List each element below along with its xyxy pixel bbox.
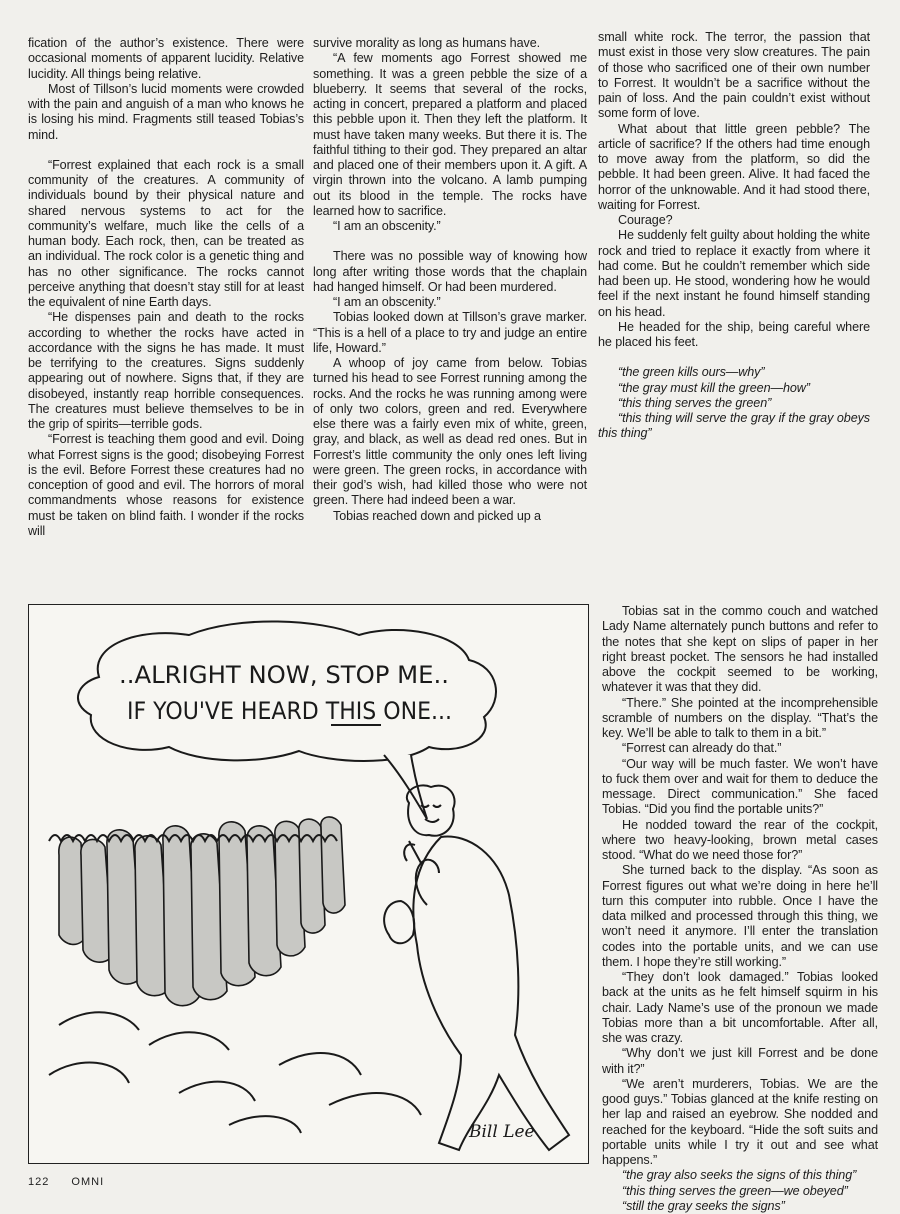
paragraph: “We aren’t murderers, Tobias. We are the good guys.” Tobias glanced at the knife resting on her lap and raised an eyebrow. She nodded and reached for the keyboard. “Hide the soft suits and portable units while I try it out and see what happens.” bbox=[602, 1076, 878, 1167]
page-footer bbox=[28, 1176, 122, 1188]
paragraph: “They don’t look damaged.” Tobias looked back at the units as he felt himself squirm in his chair. Lady Name’s use of the pronoun we made Tobias more than a bit uncomfortable. After all, she was crazy. bbox=[602, 970, 878, 1045]
speech-line-1: ..ALRIGHT NOW, STOP ME.. bbox=[119, 661, 449, 689]
column-1 bbox=[28, 36, 304, 539]
paragraph: “I am an obscenity.” bbox=[333, 219, 441, 233]
verse-line: “the green kills ours—why” bbox=[618, 365, 765, 380]
verse-line: “this thing will serve the gray if the gray obeys this thing” bbox=[598, 411, 870, 441]
paragraph: Tobias looked down at Tillson’s grave marker. “This is a hell of a place to try and judge an entire life, Howard.” bbox=[313, 310, 587, 355]
speech-bubble bbox=[78, 621, 496, 761]
cartoon-drawing bbox=[29, 605, 587, 1162]
verse-line: “this thing serves the green” bbox=[618, 395, 772, 410]
paragraph: Tobias sat in the commo couch and watched Lady Name alternately punch buttons and refer to the notes that she kept on slips of paper in her right breast pocket. The sensors he had installed above the cockpit seemed to be working, whatever it was that they did. bbox=[602, 604, 878, 695]
verse-line: “the gray must kill the green—how” bbox=[618, 380, 810, 395]
paragraph: He nodded toward the rear of the cockpit, where two heavy-looking, brown metal cases stood. “What do we need those for?” bbox=[602, 817, 878, 862]
paragraph: Most of Tillson’s lucid moments were crowded with the pain and anguish of a man who knows he is losing his mind. Fragments still teased Tobias’s mind. bbox=[28, 81, 304, 142]
paragraph: Tobias reached down and picked up a bbox=[333, 508, 541, 523]
paragraph: “Forrest can already do that.” bbox=[622, 741, 782, 756]
paragraph: small white rock. The terror, the passion that must exist in those very slow creatures. The pain of those who sacrificed one of their own number to Forrest. It wouldn’t be a sacrifice without the pain of loss. And the pain couldn’t exist without some form of love. bbox=[598, 30, 870, 121]
paragraph: “Why don’t we just kill Forrest and be done with it?” bbox=[602, 1046, 878, 1076]
paragraph: “Our way will be much faster. We won’t have to fuck them over and wait for them to deduce the message. Direct communication.” She faced Tobias. “Did you find the portable units?” bbox=[602, 756, 878, 817]
paragraph: “I am an obscenity.” bbox=[333, 295, 441, 309]
ground-rocks bbox=[49, 1012, 421, 1133]
paragraph: He suddenly felt guilty about holding the white rock and tried to replace it exactly from where it had come. But he couldn’t remember which side had been up. He stood, wondering how he would feel if the next instant he found himself standing on his head. bbox=[598, 228, 870, 319]
paragraph: A whoop of joy came from below. Tobias turned his head to see Forrest running among the rocks. And the rocks he was running among were of only two colors, green and red. Everywhere else there was a fairly even mix of white, green, gray, and black, as well as dead red ones. But in Forrest’s little community the only ones left living were green. The green rocks, in accordance with their god’s wish, had killed those who were not green. There had indeed been a war. bbox=[313, 356, 587, 508]
paragraph: fication of the author’s existence. There were occasional moments of apparent lucidity. Relative lucidity. All things being relative. bbox=[28, 36, 304, 81]
speech-bubble-tail bbox=[384, 755, 427, 819]
column-2 bbox=[313, 36, 587, 524]
paragraph: What about that little green pebble? The article of sacrifice? If the others had time enough to move away from the platform, so did the pebble. It had been green. Alive. It had faced the horror of the unknowable. And it had stood there, waiting for Forrest. bbox=[598, 121, 870, 212]
speech-line-2: IF YOU'VE HEARD THIS ONE... bbox=[127, 697, 452, 725]
cartoon-illustration bbox=[28, 604, 589, 1164]
column-3 bbox=[598, 30, 870, 442]
paragraph: He headed for the ship, being careful where he placed his feet. bbox=[598, 319, 870, 349]
paragraph: Courage? bbox=[618, 213, 673, 227]
paragraph: She turned back to the display. “As soon as Forrest figures out what we’re doing in here he’ll turn this computer into rubble. Once I have the data milked and processed through this thing, we won’t need it anymore. I’ll enter the translation codes into the portable units, and we can use them. I hope they’re still working.” bbox=[602, 863, 878, 969]
magazine-name: OMNI bbox=[71, 1176, 105, 1188]
verse-line: “the gray also seeks the signs of this thing” bbox=[622, 1168, 857, 1183]
comedian-figure bbox=[384, 785, 569, 1150]
page-number: 122 bbox=[28, 1176, 50, 1188]
paragraph: survive morality as long as humans have. bbox=[313, 36, 540, 50]
paragraph: “There.” She pointed at the incomprehensible scramble of numbers on the display. “That’s the key. We’ll be able to talk to them in a bit.” bbox=[602, 695, 878, 740]
paragraph: “Forrest is teaching them good and evil. Doing what Forrest signs is the good; disobeying Forrest is the evil. Before Forrest these creatures had no conception of good and evil. The horrors of moral commandments whose reasons for existence must be taken on blind faith. I wonder if the rocks will bbox=[28, 432, 304, 538]
paragraph: There was no possible way of knowing how long after writing those words that the chaplain had hanged himself. Or had been murdered. bbox=[313, 249, 587, 294]
column-3-lower bbox=[602, 604, 878, 1214]
cartoonist-signature: Bill Lee bbox=[469, 1122, 535, 1142]
verse-line: “still the gray seeks the signs” bbox=[622, 1198, 785, 1213]
verse-line: “this thing serves the green—we obeyed” bbox=[622, 1183, 848, 1198]
paragraph: “He dispenses pain and death to the rocks according to whether the rocks have acted in accordance with the signs he has made. It must be terrifying to the creatures. Signs suddenly appearing out of nowhere. Signs that, if they are disobeyed, instantly reap horrible consequences. The creatures must believe themselves to be in the grip of spirits—terrible gods. bbox=[28, 310, 304, 431]
paragraph: “A few moments ago Forrest showed me something. It was a green pebble the size of a blueberry. It seems that several of the rocks, acting in concert, prepared a platform and placed this pebble upon it. Then they left the platform. It must have taken many weeks. But there it is. The faithful tithing to their god. They prepared an altar and placed one of their members upon it. A gift. A virgin thrown into the volcano. A lamb pumping out its blood in the temple. The rocks have learned how to sacrifice. bbox=[313, 51, 587, 218]
rock-crowd bbox=[59, 817, 345, 1006]
paragraph: “Forrest explained that each rock is a small community of the creatures. A community of individuals bound by their physical nature and shared nervous systems to act for the community’s welfare, much like the cells of a human body. Each rock, then, can be treated as an individual. The rock color is a genetic thing and has no other significance. The rocks cannot perceive anything that doesn’t stay still for at least the equivalent of nine Earth days. bbox=[28, 157, 304, 309]
